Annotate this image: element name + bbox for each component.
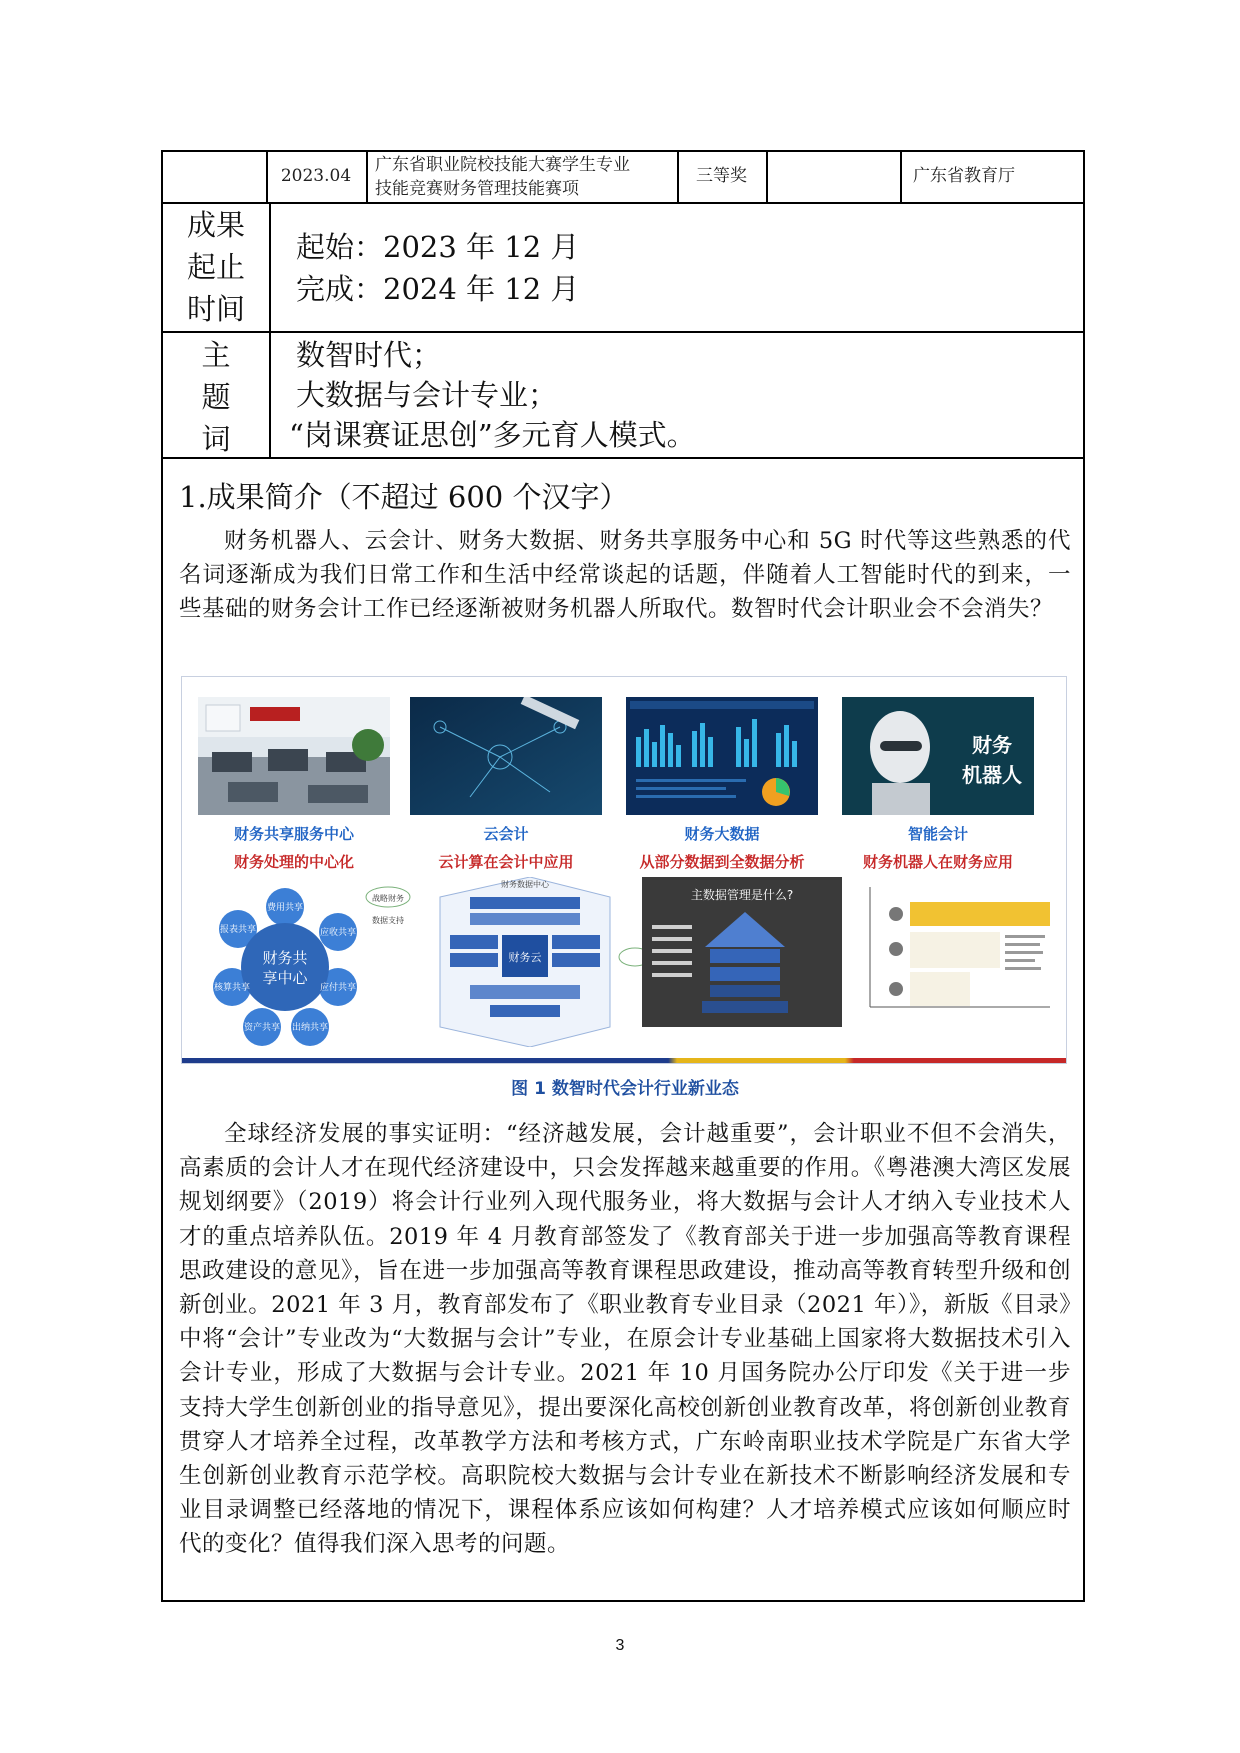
award-name-line2: 技能竞赛财务管理技能赛项 — [375, 179, 579, 199]
panel-title-1: 财务共享服务中心 — [233, 825, 354, 843]
award-level: 三等奖 — [696, 166, 747, 186]
petal-label: 应收共享 — [319, 928, 357, 938]
center-label-line1: 财务共 — [262, 949, 308, 967]
cell-divider — [366, 152, 368, 202]
period-label-line: 起止 — [186, 250, 245, 284]
robot-text-line2: 机器人 — [962, 763, 1022, 787]
period-start: 起始：2023 年 12 月 — [296, 230, 580, 264]
period-label — [163, 204, 269, 330]
petal-label: 费用共享 — [266, 903, 304, 913]
keywords-label-line: 题 — [201, 380, 231, 414]
award-date: 2023.04 — [280, 166, 352, 186]
master-data-diagram — [642, 877, 842, 1027]
keywords-label-line: 词 — [201, 422, 231, 456]
office-photo — [198, 697, 390, 815]
period-label-line: 成果 — [186, 208, 245, 242]
robot-text-line1: 财务 — [972, 733, 1012, 757]
page-number: 3 — [615, 1637, 625, 1654]
document-table — [161, 150, 1085, 1602]
dashboard-photo — [626, 697, 818, 815]
keywords-label-line: 主 — [201, 338, 231, 372]
petal-label: 核算共享 — [213, 983, 251, 993]
petal-label: 出纳共享 — [291, 1023, 329, 1033]
figure-caption: 图 1 数智时代会计行业新业态 — [511, 1079, 739, 1099]
figure-bottom-bar — [182, 1058, 1066, 1063]
paragraph-1: 财务机器人、云会计、财务大数据、财务共享服务中心和 5G 时代等这些熟悉的代名词逐渐成为我们日常工作和生活中经常谈起的话题，伴随着人工智能时代的到来，一些基础的财务会计工作已经逐渐被财务机器人所取代。数智时代会计职业会不会消失？ — [179, 528, 1071, 623]
petal-label: 资产共享 — [243, 1023, 281, 1033]
panel-title-4: 智能会计 — [907, 825, 968, 843]
keyword-2: 大数据与会计专业； — [296, 378, 558, 412]
panel-subtitle-4: 财务机器人在财务应用 — [862, 853, 1013, 871]
finance-cloud-diagram — [366, 877, 651, 1047]
figure-1 — [181, 676, 1067, 1064]
petal-label: 应付共享 — [319, 983, 357, 993]
cloud-photo — [410, 697, 602, 815]
robot-photo — [842, 697, 1034, 815]
sharing-center-diagram — [213, 888, 357, 1046]
keywords-label — [163, 334, 269, 460]
row-divider — [163, 457, 1083, 459]
side-label-text: 战略财务 — [372, 894, 404, 903]
keyword-3: “岗课赛证思创”多元育人模式。 — [289, 418, 696, 452]
panel-title-3: 财务大数据 — [684, 825, 760, 843]
panel-subtitle-1: 财务处理的中心化 — [233, 853, 354, 871]
panel-subtitle-2: 云计算在会计中应用 — [438, 853, 574, 871]
label-divider — [269, 331, 271, 457]
paragraph-2: 全球经济发展的事实证明：“经济越发展，会计越重要”，会计职业不但不会消失，高素质的会计人才在现代经济建设中，只会发挥越来越重要的作用。《粤港澳大湾区发展规划纲要》（2019）将会计行业列入现代服务业，将大数据与会计人才纳入专业技术人才的重点培养队伍。2019 年 4 月教育部签发了《教育部关于进一步加强高等教育课程思政建设的意见》，旨在进一步加强高等教育课程思政建设，推动高等教育转型升级和创新创业。2021 年 3 月，教育部发布了《职业教育专业目录（2021 年）》，新版《目录》中将“会计”专业改为“大数据与会计”专业，在原会计专业基础上国家将大数据技术引入会计专业，形成了大数据与会计专业。2021 年 10 月国务院办公厅印发《关于进一步支持大学生创新创业的指导意见》，提出要深化高校创新创业教育改革，将创新创业教育贯穿人才培养全过程，改革教学方法和考核方式，广东岭南职业技术学院是广东省大学生创新创业教育示范学校。高职院校大数据与会计专业在新技术不断影响经济发展和专业目录调整已经落地的情况下，课程体系应该如何构建？人才培养模式应该如何顺应时代的变化？值得我们深入思考的问题。 — [179, 1121, 1071, 1558]
row-divider — [163, 202, 1083, 204]
section-title: 1.成果简介（不超过 600 个汉字） — [179, 480, 629, 514]
panel-title-2: 云会计 — [483, 825, 529, 843]
row-divider — [163, 331, 1083, 333]
cloud-center-label: 财务云 — [508, 951, 542, 964]
rpa-levels-diagram — [870, 887, 1050, 1007]
award-name-line1: 广东省职业院校技能大赛学生专业 — [375, 155, 630, 175]
petal-label: 报表共享 — [219, 925, 257, 935]
keyword-1: 数智时代； — [296, 338, 442, 372]
lower-diagrams — [190, 877, 1060, 1047]
cell-divider — [900, 152, 902, 202]
cell-divider — [766, 152, 768, 202]
cloud-top-label: 财务数据中心 — [501, 880, 549, 889]
award-issuer: 广东省教育厅 — [913, 166, 1015, 186]
period-label-line: 时间 — [186, 292, 245, 326]
center-label-line2: 享中心 — [262, 969, 308, 987]
period-end: 完成：2024 年 12 月 — [296, 272, 580, 306]
label-divider — [269, 202, 271, 331]
center-circle — [241, 923, 329, 1011]
master-data-question: 主数据管理是什么? — [690, 888, 794, 902]
panel-subtitle-3: 从部分数据到全数据分析 — [639, 853, 805, 871]
side-label-text: 数据支持 — [372, 916, 404, 925]
